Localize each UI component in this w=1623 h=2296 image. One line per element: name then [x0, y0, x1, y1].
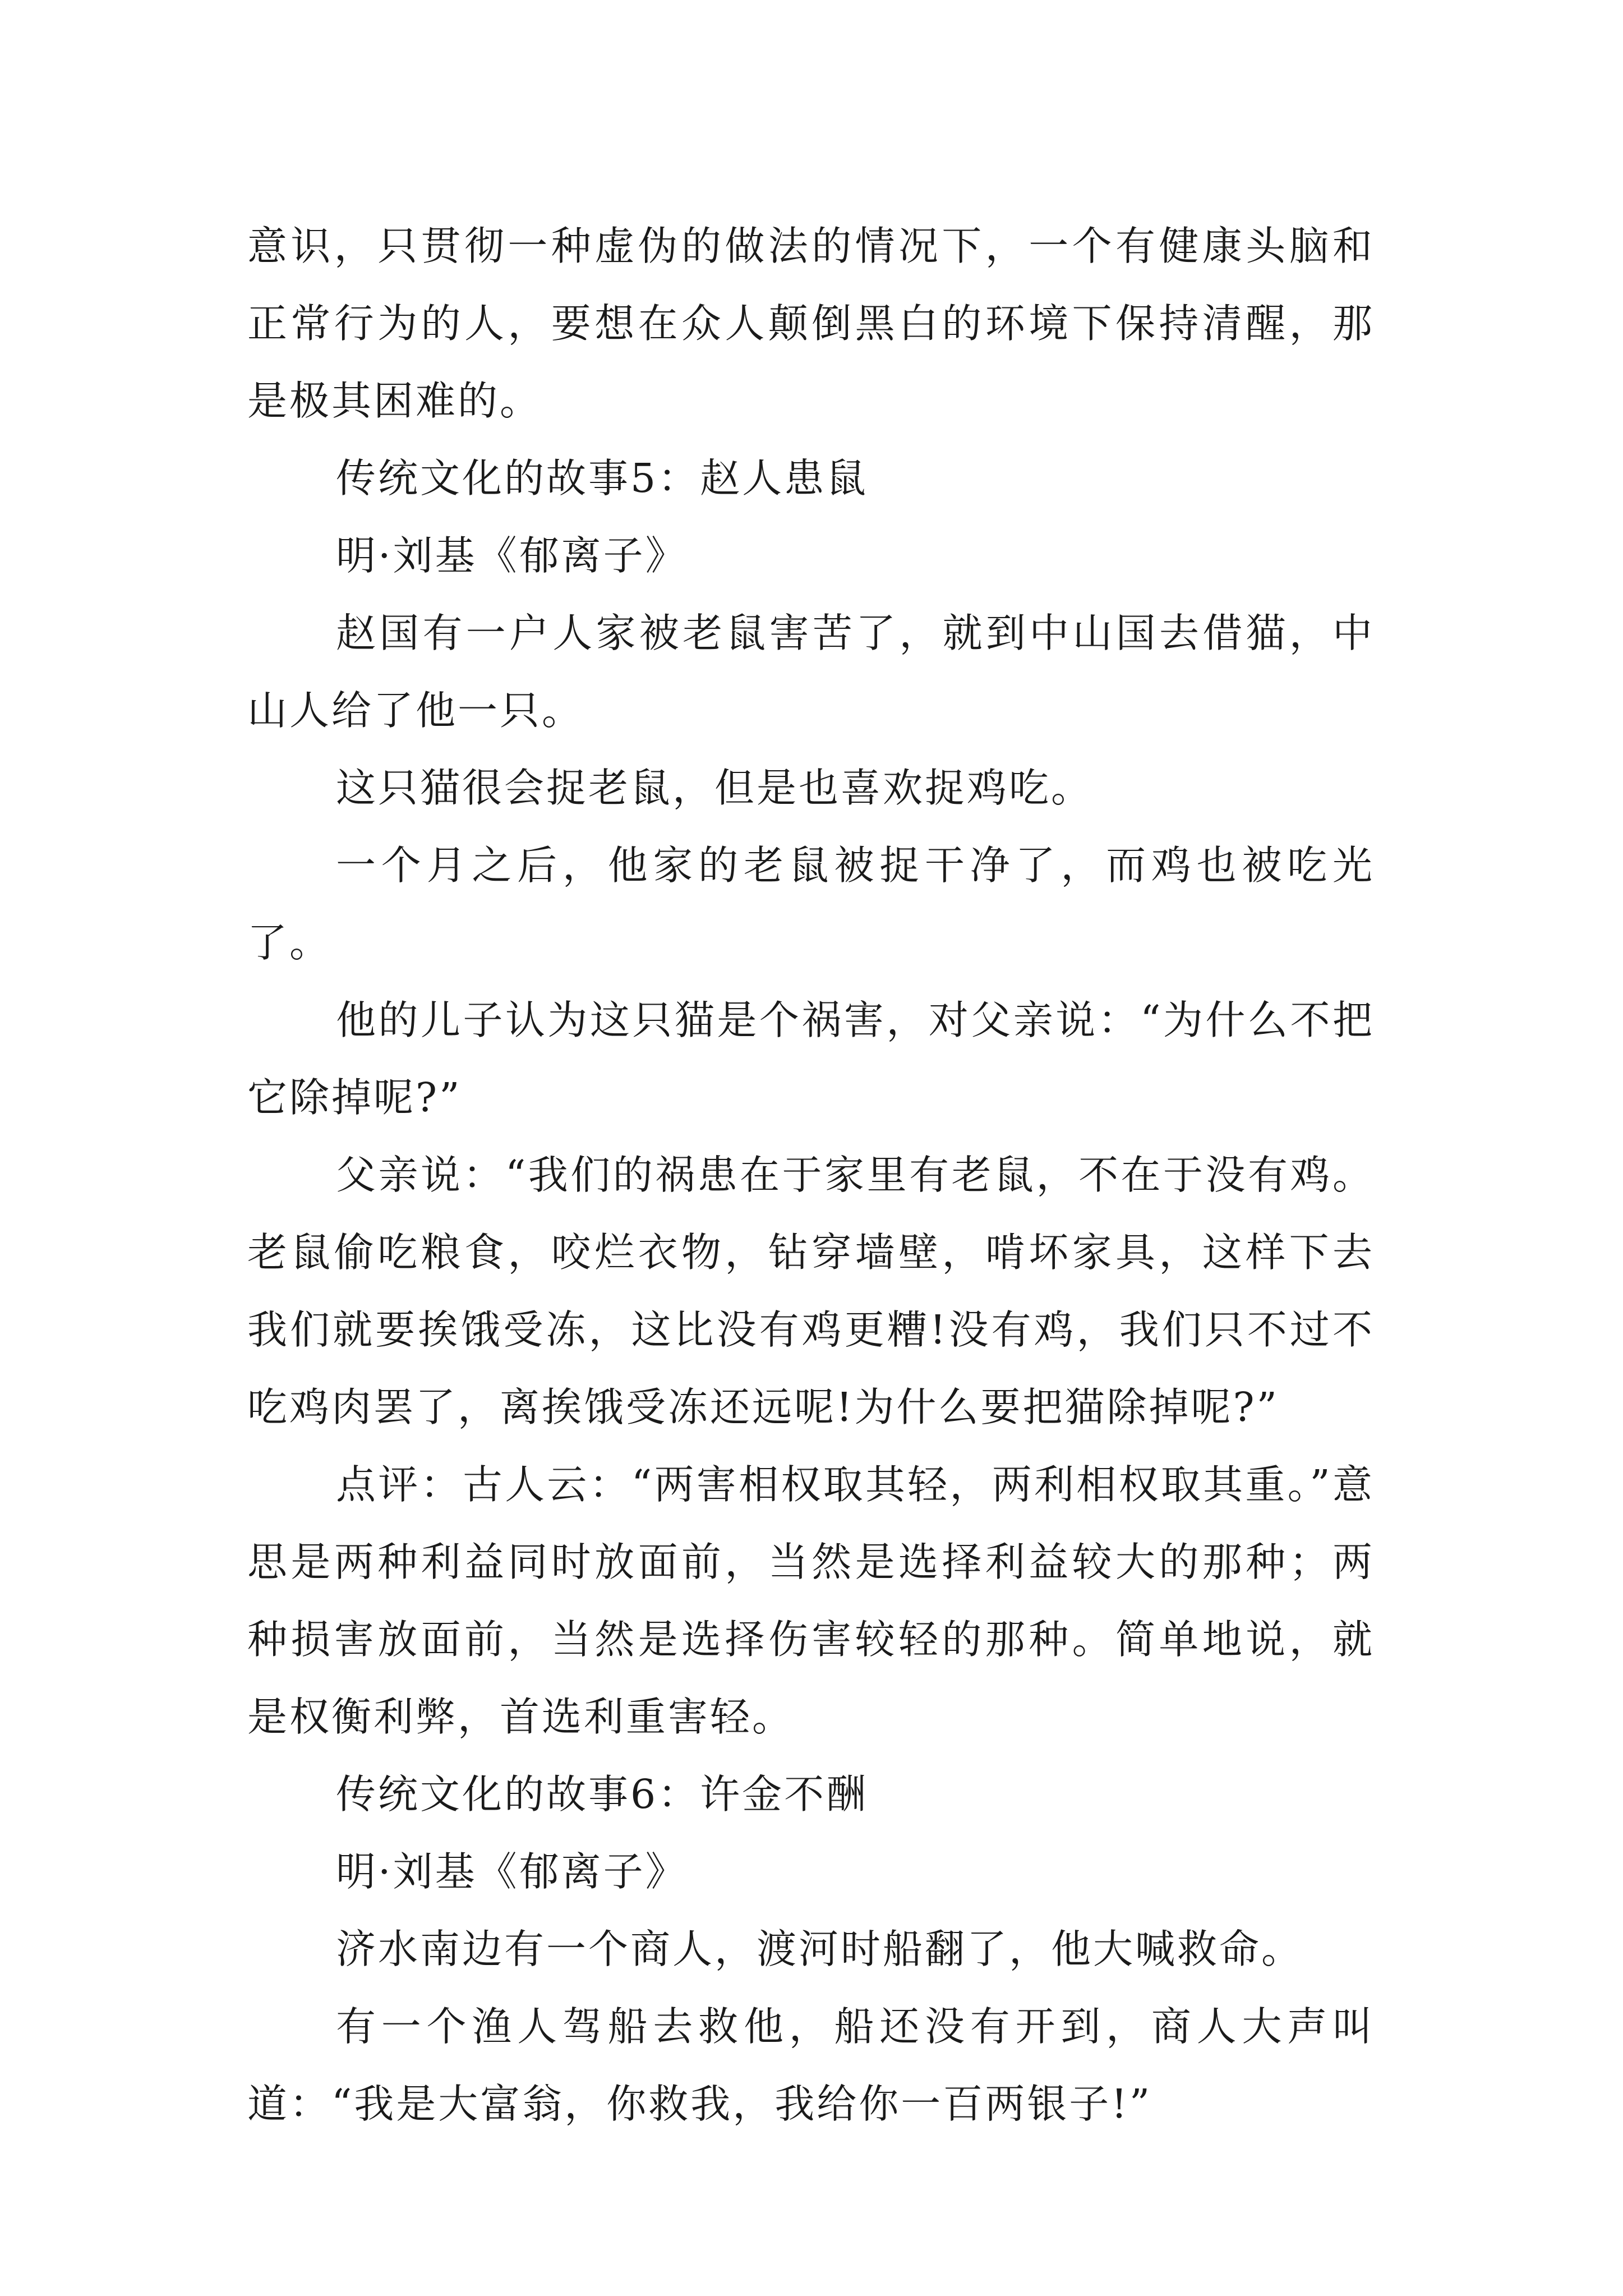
paragraph: 一个月之后，他家的老鼠被捉干净了，而鸡也被吃光了。: [247, 842, 1375, 966]
paragraph: 赵国有一户人家被老鼠害苦了，就到中山国去借猫，中山人给了他一只。: [247, 610, 1375, 734]
section-heading: 传统文化的故事5：赵人患鼠: [336, 455, 869, 501]
paragraph: 父亲说：“我们的祸患在于家里有老鼠，不在于没有鸡。老鼠偷吃粮食，咬烂衣物，钻穿墙壁，啃坏家具，这样下去我们就要挨饿受冻，这比没有鸡更糟!没有鸡，我们只不过不吃鸡肉罢了，离挨饿受冻还远呢!为什么要把猫除掉呢?”: [247, 1152, 1375, 1430]
paragraph: 有一个渔人驾船去救他，船还没有开到，商人大声叫道：“我是大富翁，你救我，我给你一百两银子!”: [247, 2003, 1375, 2127]
commentary-paragraph: 点评：古人云：“两害相权取其轻，两利相权取其重。”意思是两种利益同时放面前，当然是选择利益较大的那种；两种损害放面前，当然是选择伤害较轻的那种。简单地说，就是权衡利弊，首选利重害轻。: [247, 1461, 1375, 1740]
section-heading: 传统文化的故事6：许金不酬: [336, 1771, 869, 1818]
paragraph: 意识，只贯彻一种虚伪的做法的情况下，一个有健康头脑和正常行为的人，要想在众人颠倒黑白的环境下保持清醒，那是极其困难的。: [247, 223, 1375, 424]
document-body: [247, 208, 1375, 2143]
source-attribution: 明·刘基《郁离子》: [336, 1848, 688, 1895]
paragraph: 济水南边有一个商人，渡河时船翻了，他大喊救命。: [336, 1926, 1304, 1972]
paragraph: 这只猫很会捉老鼠，但是也喜欢捉鸡吃。: [336, 765, 1094, 811]
paragraph: 他的儿子认为这只猫是个祸害，对父亲说：“为什么不把它除掉呢?”: [247, 997, 1375, 1121]
source-attribution: 明·刘基《郁离子》: [336, 532, 688, 579]
